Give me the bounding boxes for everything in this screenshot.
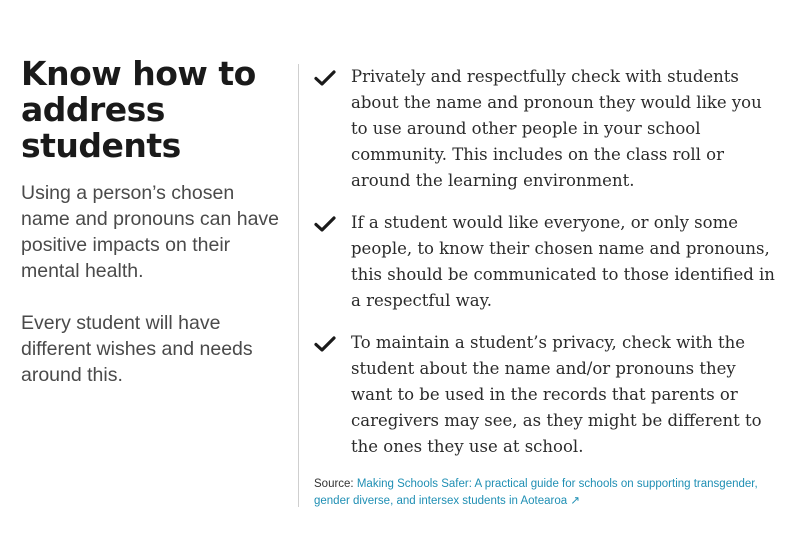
check-icon [314,335,338,357]
checklist-item-text: Privately and respectfully check with students about the name and pronoun they would like you to use around other people in your school community. This includes on the class roll or around the learning environment. [351,67,762,190]
intro-paragraph: Every student will have different wishes and needs around this. [21,312,253,386]
left-column [21,56,283,388]
intro-paragraph: Using a person’s chosen name and pronouns can have positive impacts on their mental health. [21,182,280,282]
column-divider [298,64,299,507]
source-citation [314,476,776,510]
checklist-item [314,330,776,460]
source-link[interactable]: Making Schools Safer: A practical guide for schools on supporting transgender, gender diverse, and intersex students in Aotearoa ↗ [314,478,758,507]
page-title: Know how to address students [21,54,256,165]
checklist-item-text: If a student would like everyone, or only some people, to know their chosen name and pronouns, this should be communicated to those identified in a respectful way. [351,213,775,310]
source-label: Source: [314,478,354,490]
check-icon [314,215,338,237]
checklist [314,64,776,460]
checklist-item [314,210,776,314]
check-icon [314,69,338,91]
checklist-item [314,64,776,194]
checklist-item-text: To maintain a student’s privacy, check with the student about the name and/or pronouns they want to be used in the records that parents or caregivers may see, as they might be different to the ones they use at school. [351,333,762,456]
right-column [314,64,776,510]
